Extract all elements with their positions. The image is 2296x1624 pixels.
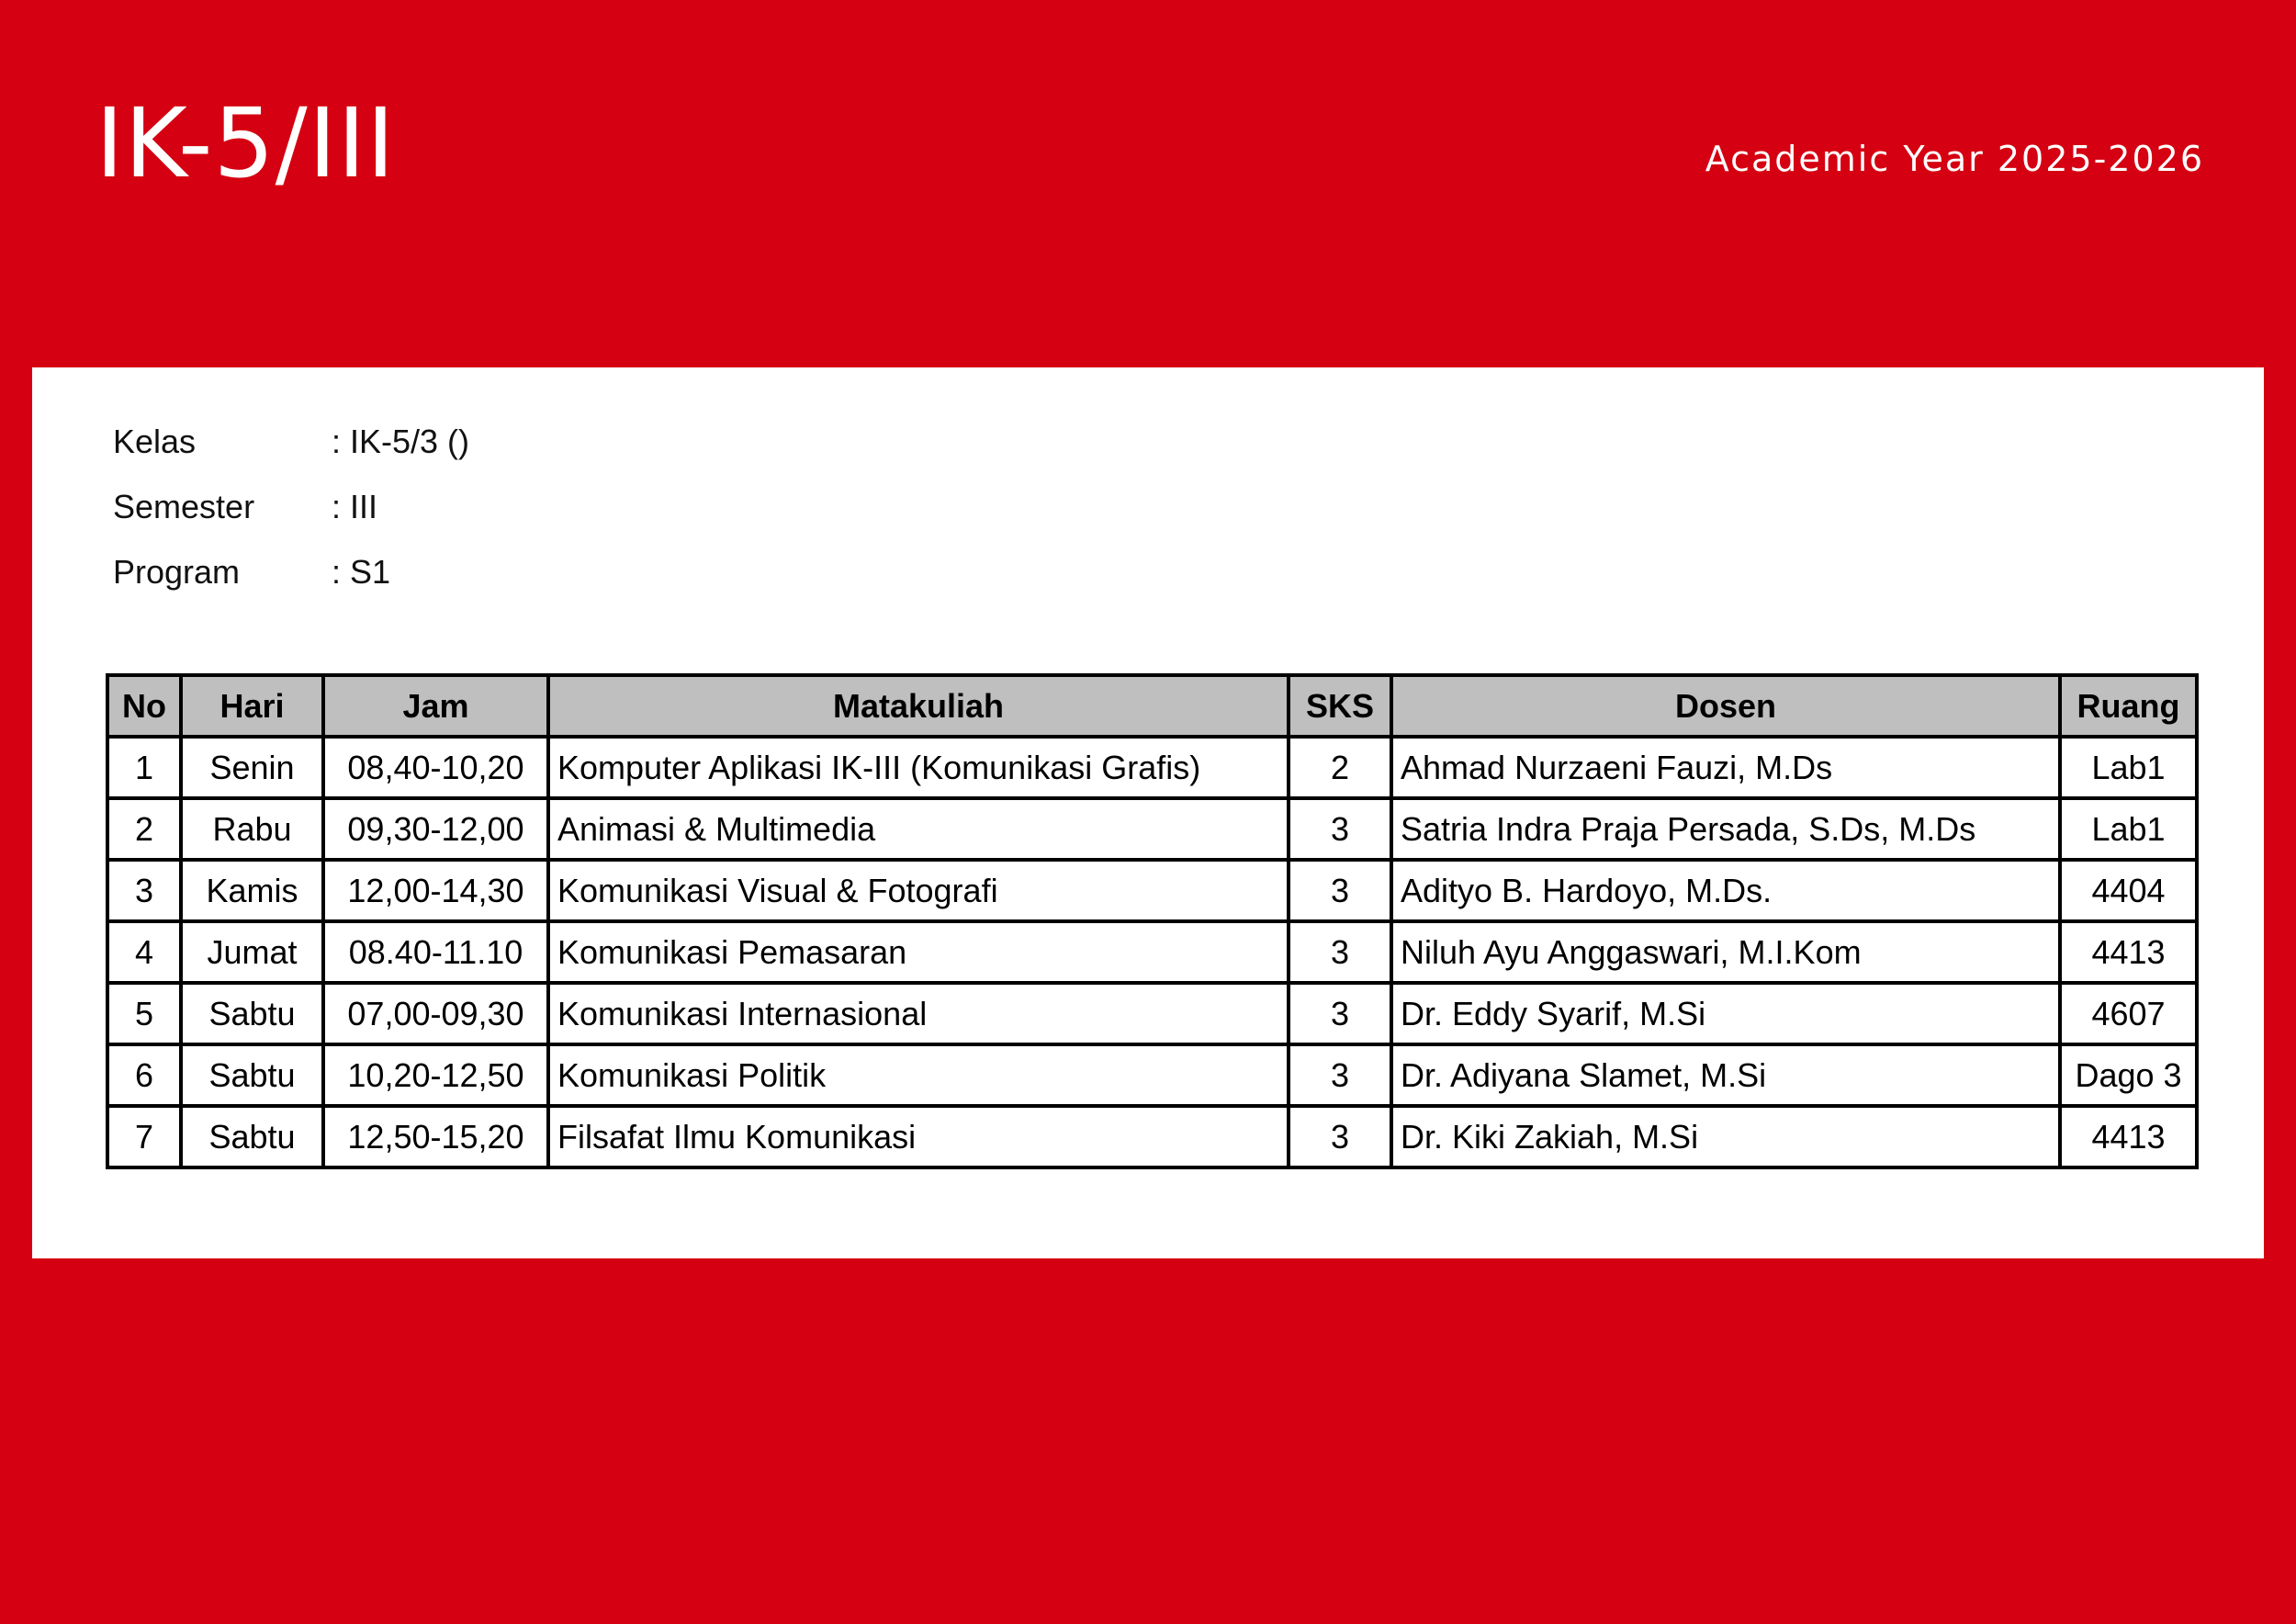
table-row — [107, 737, 2197, 798]
cell-sks: 3 — [1289, 860, 1391, 921]
cell-hari: Sabtu — [181, 1106, 323, 1167]
table-header-row — [107, 675, 2197, 737]
cell-matakuliah: Animasi & Multimedia — [548, 798, 1289, 860]
cell-sks: 2 — [1289, 737, 1391, 798]
table-row — [107, 983, 2197, 1044]
info-row-semester — [113, 488, 469, 553]
cell-no: 7 — [107, 1106, 181, 1167]
cell-ruang: 4413 — [2060, 921, 2197, 983]
cell-sks: 3 — [1289, 1044, 1391, 1106]
cell-dosen: Satria Indra Praja Persada, S.Ds, M.Ds — [1391, 798, 2060, 860]
cell-jam: 08.40-11.10 — [323, 921, 548, 983]
cell-matakuliah: Komunikasi Politik — [548, 1044, 1289, 1106]
header-sks: SKS — [1289, 675, 1391, 737]
cell-ruang: Dago 3 — [2060, 1044, 2197, 1106]
cell-no: 2 — [107, 798, 181, 860]
cell-matakuliah: Komunikasi Pemasaran — [548, 921, 1289, 983]
class-code-title: IK-5/III — [96, 87, 396, 199]
header-ruang: Ruang — [2060, 675, 2197, 737]
table-row — [107, 798, 2197, 860]
info-row-kelas — [113, 423, 469, 488]
program-value: : S1 — [332, 553, 391, 591]
kelas-value: : IK-5/3 () — [332, 423, 470, 460]
cell-hari: Sabtu — [181, 1044, 323, 1106]
header-hari: Hari — [181, 675, 323, 737]
cell-matakuliah: Komunikasi Internasional — [548, 983, 1289, 1044]
cell-hari: Sabtu — [181, 983, 323, 1044]
schedule-card — [32, 367, 2264, 1258]
cell-sks: 3 — [1289, 798, 1391, 860]
header-dosen: Dosen — [1391, 675, 2060, 737]
cell-ruang: Lab1 — [2060, 737, 2197, 798]
cell-dosen: Dr. Eddy Syarif, M.Si — [1391, 983, 2060, 1044]
schedule-table — [106, 673, 2199, 1169]
cell-jam: 09,30-12,00 — [323, 798, 548, 860]
cell-dosen: Dr. Kiki Zakiah, M.Si — [1391, 1106, 2060, 1167]
cell-sks: 3 — [1289, 1106, 1391, 1167]
cell-ruang: Lab1 — [2060, 798, 2197, 860]
kelas-label: Kelas — [113, 423, 197, 460]
info-row-program — [113, 553, 469, 618]
table-row — [107, 1044, 2197, 1106]
cell-no: 1 — [107, 737, 181, 798]
cell-dosen: Adityo B. Hardoyo, M.Ds. — [1391, 860, 2060, 921]
table-row — [107, 921, 2197, 983]
cell-ruang: 4404 — [2060, 860, 2197, 921]
class-info — [113, 423, 469, 618]
cell-dosen: Niluh Ayu Anggaswari, M.I.Kom — [1391, 921, 2060, 983]
cell-ruang: 4413 — [2060, 1106, 2197, 1167]
header-no: No — [107, 675, 181, 737]
cell-jam: 12,50-15,20 — [323, 1106, 548, 1167]
cell-sks: 3 — [1289, 921, 1391, 983]
cell-dosen: Dr. Adiyana Slamet, M.Si — [1391, 1044, 2060, 1106]
cell-jam: 07,00-09,30 — [323, 983, 548, 1044]
table-row — [107, 1106, 2197, 1167]
cell-matakuliah: Komunikasi Visual & Fotografi — [548, 860, 1289, 921]
header-matakuliah: Matakuliah — [548, 675, 1289, 737]
cell-dosen: Ahmad Nurzaeni Fauzi, M.Ds — [1391, 737, 2060, 798]
header-jam: Jam — [323, 675, 548, 737]
semester-value: : III — [332, 488, 378, 525]
cell-no: 3 — [107, 860, 181, 921]
cell-jam: 12,00-14,30 — [323, 860, 548, 921]
cell-matakuliah: Komputer Aplikasi IK-III (Komunikasi Grafis) — [548, 737, 1289, 798]
academic-year-label: Academic Year 2025-2026 — [1705, 139, 2204, 179]
cell-no: 6 — [107, 1044, 181, 1106]
cell-jam: 10,20-12,50 — [323, 1044, 548, 1106]
cell-ruang: 4607 — [2060, 983, 2197, 1044]
semester-label: Semester — [113, 488, 255, 525]
cell-no: 4 — [107, 921, 181, 983]
cell-hari: Senin — [181, 737, 323, 798]
cell-sks: 3 — [1289, 983, 1391, 1044]
cell-hari: Jumat — [181, 921, 323, 983]
cell-jam: 08,40-10,20 — [323, 737, 548, 798]
program-label: Program — [113, 553, 241, 591]
cell-hari: Kamis — [181, 860, 323, 921]
cell-hari: Rabu — [181, 798, 323, 860]
cell-no: 5 — [107, 983, 181, 1044]
table-row — [107, 860, 2197, 921]
cell-matakuliah: Filsafat Ilmu Komunikasi — [548, 1106, 1289, 1167]
